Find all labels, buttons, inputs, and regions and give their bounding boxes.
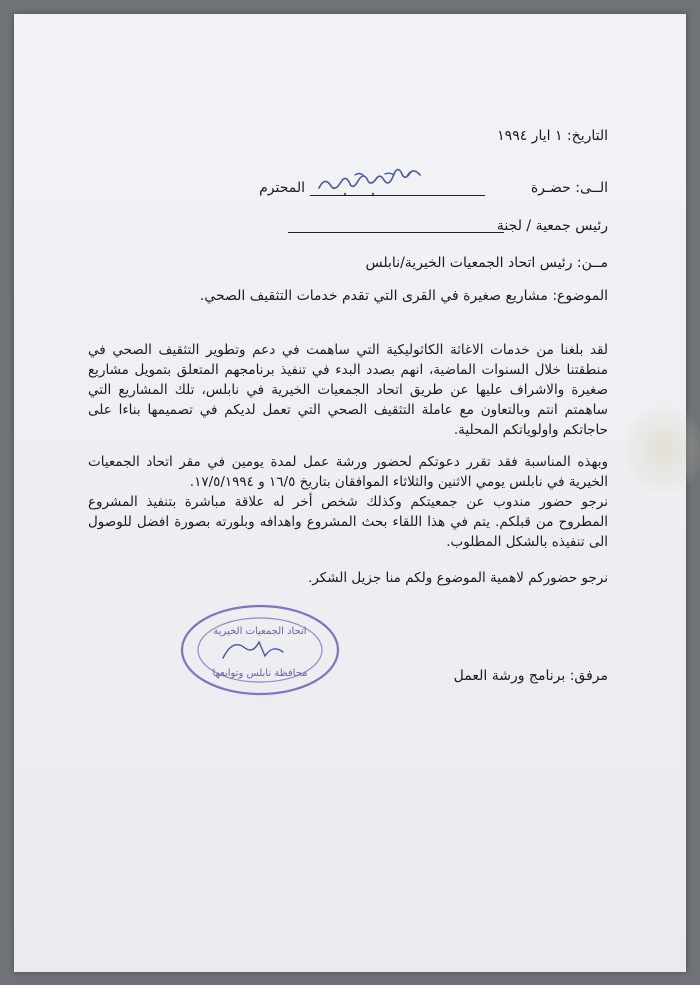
honorific: المحترم: [259, 180, 305, 196]
body-paragraph-3: نرجو حضور مندوب عن جمعيتكم وكذلك شخص أخر له علاقة مباشرة بتنفيذ المشروع المطروح من قبلكم. يتم في هذا اللقاء بحث المشروع واهدافه وبلورته بصورة افضل للوصول الى تنفيذه بالشكل المطلوب.: [88, 494, 608, 550]
recipient-underline: [310, 195, 485, 196]
enclosure-line: مرفق: برنامج ورشة العمل: [453, 668, 608, 684]
stamp-top-text: اتحاد الجمعيات الخيرية: [213, 626, 307, 637]
chair-label: رئيس جمعية / لجنة: [496, 218, 608, 234]
paper-stain: [624, 404, 700, 494]
subject-line: الموضوع: مشاريع صغيرة في القرى التي تقدم خدمات التثقيف الصحي.: [199, 288, 608, 304]
stamp-signature: [223, 642, 283, 658]
stamp-bottom-text: محافظة نابلس وتوابعها: [212, 668, 308, 679]
body-paragraph-2: وبهذه المناسبة فقد تقرر دعوتكم لحضور ورشة عمل لمدة يومين في مقر اتحاد الجمعيات الخيرية في نابلس يومي الاثنين والثلاثاء الموافقان بتاريخ ١٦/٥ و ١٧/٥/١٩٩٤.: [88, 454, 608, 490]
organization-stamp: [178, 600, 343, 700]
letter-date: التاريخ: ١ ايار ١٩٩٤: [497, 128, 608, 144]
body-paragraph-1: لقد بلغنا من خدمات الاغاثة الكاثوليكية التي ساهمت في دعم وتطوير التثقيف الصحي في منطقتنا خلال السنوات الماضية، انهم بصدد البدء في تنفيذ برنامجهم المتعلق بتمويل مشاريع صغيرة والاشراف عليها عن طريق اتحاد الجمعيات الخيرية في نابلس، تلك المشاريع التي ساهمتم انتم وبالتعاون مع عاملة التثقيف الصحي التي تعمل لديكم في تصميمها بناءا على حاجاتكم واولوياتكم المحلية.: [88, 342, 608, 438]
sender-line: مــن: رئيس اتحاد الجمعيات الخيرية/نابلس: [365, 255, 608, 271]
recipient-label: الــى: حضـرة: [530, 180, 608, 196]
chair-underline: [288, 232, 504, 233]
closing-paragraph: نرجو حضوركم لاهمية الموضوع ولكم منا جزيل الشكر.: [308, 570, 608, 586]
handwritten-recipient: [315, 168, 425, 198]
